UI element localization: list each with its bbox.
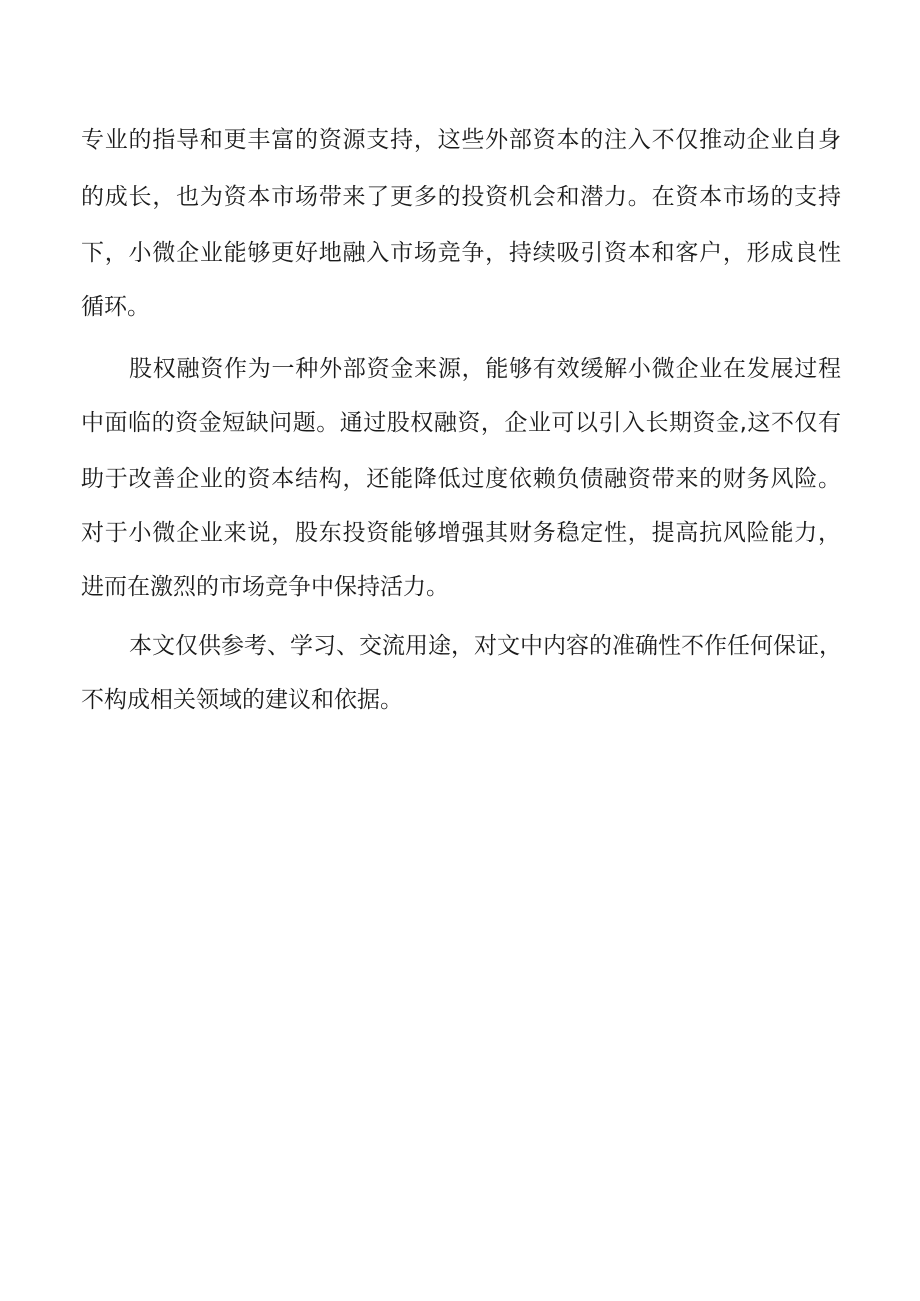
text-line: 进而在激烈的市场竞争中保持活力。 [81,574,449,600]
text-line: 循环。 [81,294,150,320]
text-line: 不构成相关领域的建议和依据。 [81,687,403,713]
text-line: 中面临的资金短缺问题。通过股权融资，企业可以引入长期资金,这不仅有 [81,410,841,436]
text-line: 专业的指导和更丰富的资源支持，这些外部资本的注入不仅推动企业自身 [81,127,841,153]
text-line: 本文仅供参考、学习、交流用途，对文中内容的准确性不作任何保证， [129,633,842,659]
text-line: 对于小微企业来说，股东投资能够增强其财务稳定性，提高抗风险能力， [81,520,841,546]
text-line: 助于改善企业的资本结构，还能降低过度依赖负债融资带来的财务风险。 [81,466,841,492]
text-line: 的成长，也为资本市场带来了更多的投资机会和潜力。在资本市场的支持 [81,184,841,210]
text-line: 下，小微企业能够更好地融入市场竞争，持续吸引资本和客户，形成良性 [81,240,841,266]
text-line: 股权融资作为一种外部资金来源，能够有效缓解小微企业在发展过程 [129,356,841,382]
